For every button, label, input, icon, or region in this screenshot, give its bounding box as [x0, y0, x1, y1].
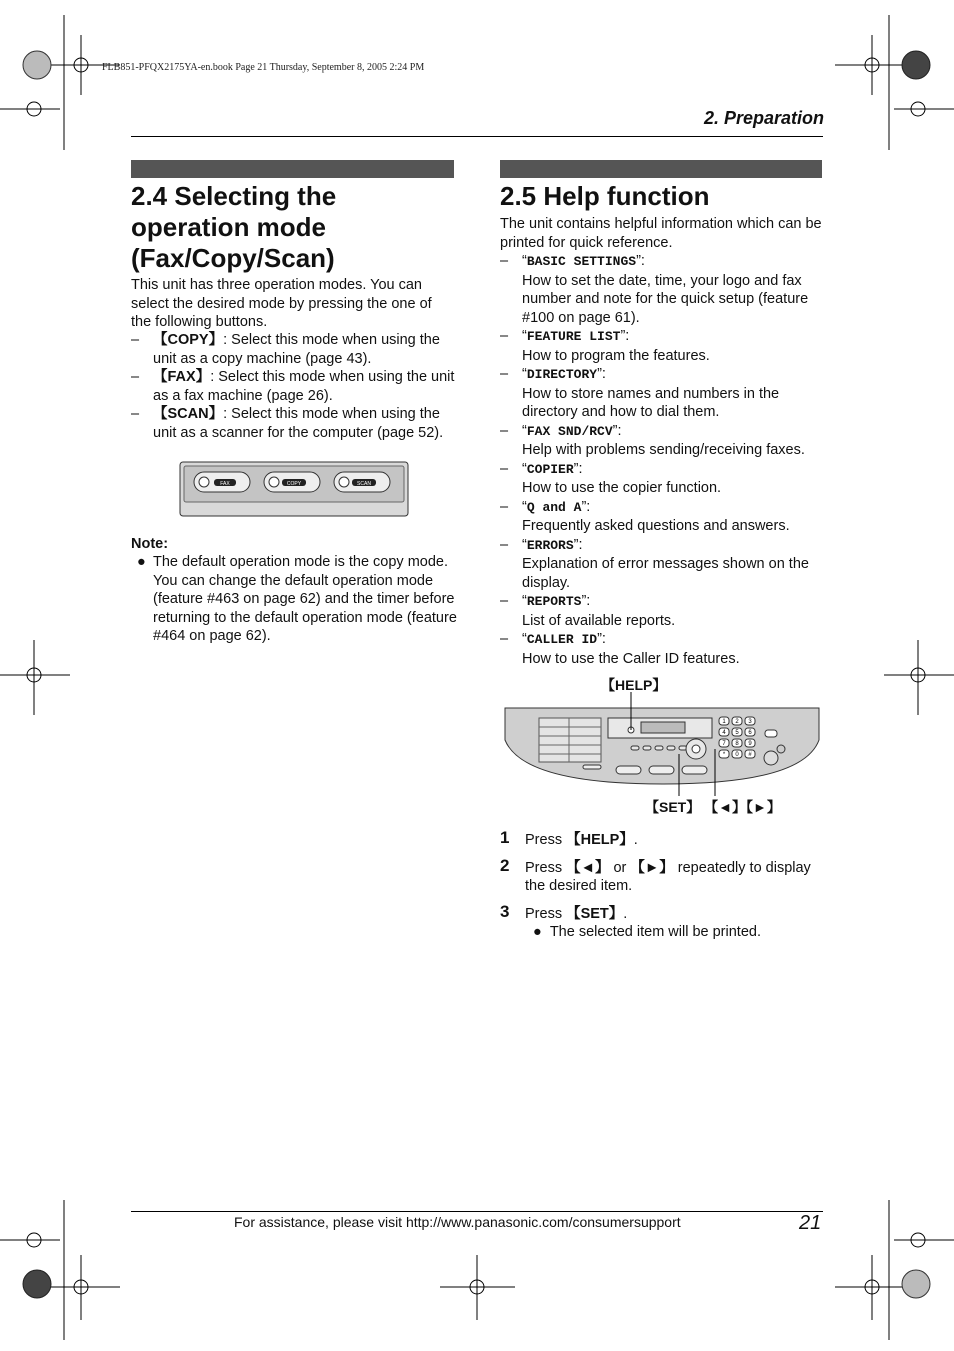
- svg-text:4: 4: [722, 730, 726, 736]
- footer-support-text: For assistance, please visit http://www.panasonic.com/consumersupport: [234, 1214, 681, 1230]
- copy-button: [264, 472, 320, 492]
- list-item: – “DIRECTORY”: How to store names and numbers in the directory and how to dial them.: [500, 366, 780, 420]
- list-item: ● The default operation mode is the copy mode. You can change the default operation mode (feature #463 on page 62) and the timer before returning to the default operation mode (feature #464 on page 62).: [137, 554, 457, 644]
- svg-text:SCAN: SCAN: [357, 481, 371, 487]
- svg-text:FAX: FAX: [220, 481, 230, 487]
- list-item: – “CALLER ID”: How to use the Caller ID features.: [500, 631, 740, 667]
- svg-text:1: 1: [722, 719, 726, 725]
- page-number: 21: [799, 1212, 822, 1234]
- help-steps: [500, 828, 826, 951]
- fax-button: [194, 472, 250, 492]
- mode-buttons-illustration: [178, 460, 410, 520]
- left-intro: This unit has three operation modes. You can select the desired mode by pressing the one of the following buttons.: [131, 277, 432, 330]
- left-heading: 2.4 Selecting the operation mode (Fax/Copy/Scan): [131, 181, 337, 273]
- svg-text:8: 8: [735, 741, 739, 747]
- right-section-bar: [500, 160, 822, 178]
- right-intro: The unit contains helpful information which can be printed for quick reference.: [500, 216, 822, 251]
- list-item: – “REPORTS”: List of available reports.: [500, 593, 676, 629]
- help-items-list: [500, 252, 826, 668]
- header-rule: [131, 136, 823, 137]
- svg-text:#: #: [748, 752, 752, 758]
- list-item: – “ERRORS”: Explanation of error messages shown on the display.: [500, 536, 809, 591]
- svg-text:0: 0: [735, 752, 739, 758]
- note-list: [131, 553, 457, 646]
- list-item: – 【COPY】: Select this mode when using the unit as a copy machine (page 43).: [131, 332, 440, 367]
- right-heading: 2.5 Help function: [500, 181, 710, 211]
- control-panel-illustration: [503, 692, 821, 802]
- svg-text:COPY: COPY: [286, 481, 302, 487]
- svg-text:2: 2: [735, 719, 739, 725]
- svg-text:3: 3: [748, 719, 752, 725]
- list-item: – “COPIER”: How to use the copier function.: [500, 460, 722, 496]
- svg-text:9: 9: [748, 741, 752, 747]
- list-item: – “FEATURE LIST”: How to program the features.: [500, 328, 710, 364]
- list-item: – 【FAX】: Select this mode when using the unit as a fax machine (page 26).: [131, 369, 455, 404]
- svg-text:7: 7: [722, 741, 726, 747]
- step-item: 3 Press 【SET】. ● The selected item will be printed.: [500, 901, 761, 940]
- svg-text:6: 6: [748, 730, 752, 736]
- svg-text:5: 5: [735, 730, 739, 736]
- help-label: 【HELP】: [601, 677, 667, 693]
- step-item: 2 Press 【◄】 or 【►】 repeatedly to display the desired item.: [500, 855, 811, 894]
- scan-button: [334, 472, 390, 492]
- list-item: – “FAX SND/RCV”: Help with problems sending/receiving faxes.: [500, 422, 805, 458]
- note-label: Note:: [131, 536, 169, 552]
- section-title: 2. Preparation: [703, 108, 824, 128]
- svg-text:*: *: [722, 752, 726, 758]
- left-section-bar: [131, 160, 454, 178]
- mode-list: [131, 331, 457, 442]
- list-item: – “Q and A”: Frequently asked questions and answers.: [500, 498, 790, 534]
- file-header: FLB851-PFQX2175YA-en.book Page 21 Thursday, September 8, 2005 2:24 PM: [102, 62, 425, 73]
- list-item: – 【SCAN】: Select this mode when using the unit as a scanner for the computer (page 52).: [131, 406, 444, 441]
- footer-rule: [131, 1211, 823, 1212]
- list-item: – “BASIC SETTINGS”: How to set the date, time, your logo and fax number and note for the quick setup (feature #100 on page 61).: [500, 253, 809, 326]
- step-item: 1 Press 【HELP】.: [500, 828, 638, 848]
- set-arrows-label: 【SET】 【◄】【►】: [645, 799, 781, 815]
